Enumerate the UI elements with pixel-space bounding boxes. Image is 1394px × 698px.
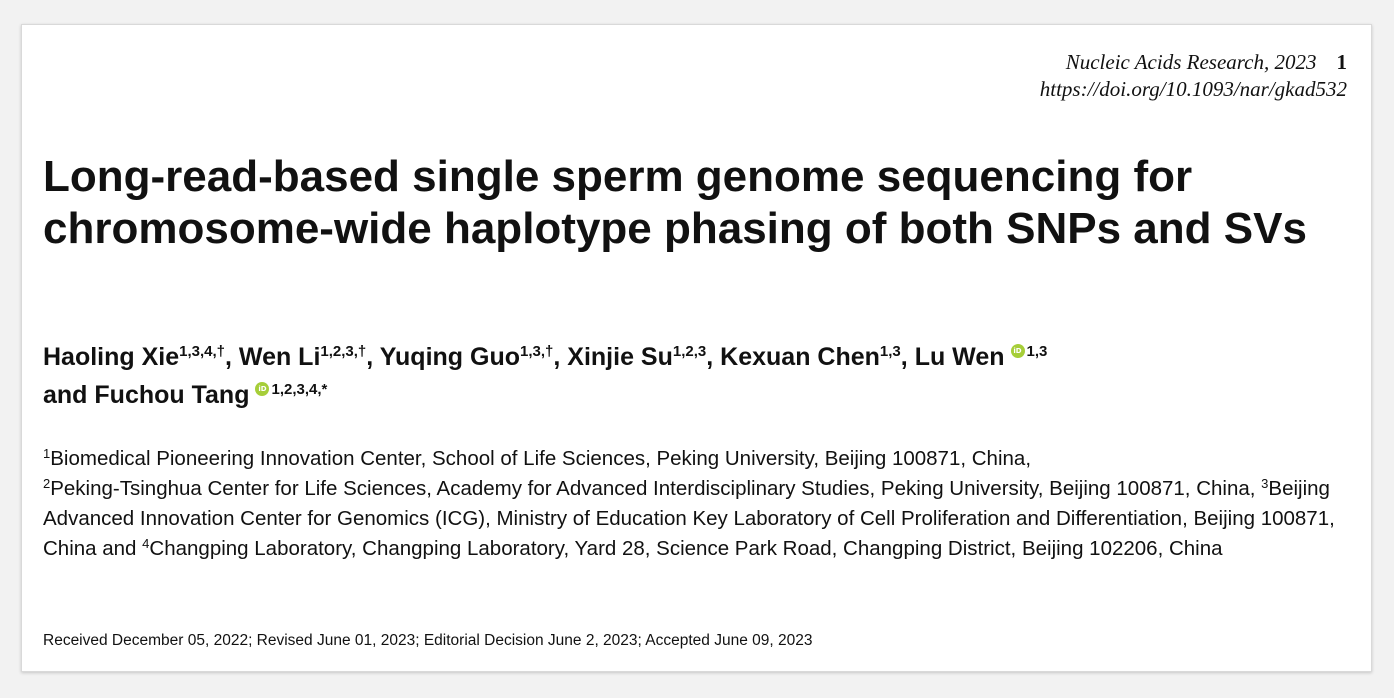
author-affiliation-marks: 1,2,3 <box>672 343 707 360</box>
author-list: Haoling Xie$^{1,3,4,\dagger}$, Wen $Li^{1,2,3,\dagger}$, Yuqing Guo$^{1,3,\dagger}$, Xinjie Su$^{1,2,3}$, Kexuan Chen$^{1,3}$, Lu Wen iD $^{1,3}$ and Fuchou Tang iD $^{1,2,3,4,*}$ <box>43 343 1048 409</box>
affiliation-text: Biomedical Pioneering Innovation Center, School of Life Sciences, Peking University, Beijing 100871, China, <box>50 447 1032 470</box>
affiliation-text: Peking-Tsinghua Center for Life Sciences, Academy for Advanced Interdisciplinary Studies, Peking University, Beijing 100871, China, <box>50 477 1256 500</box>
affiliation-number: 1 <box>43 446 51 461</box>
journal-header <box>1040 49 1347 103</box>
author-affiliation-marks: 1,3 <box>879 343 901 360</box>
author-name: Kexuan Chen <box>720 343 880 371</box>
author-affiliation-marks: 1,3 <box>1026 343 1048 360</box>
author-name: Fuchou Tang <box>94 381 250 409</box>
affiliation-number: 2 <box>43 476 51 491</box>
author-affiliation-marks: 1,3,4,† <box>179 343 226 360</box>
author-affiliation-marks: 1,2,3,4,* <box>271 381 328 398</box>
author-name: Yuqing Guo <box>379 343 520 371</box>
affiliations <box>43 444 1343 564</box>
page-number: 1 <box>1336 50 1347 74</box>
article-page <box>21 24 1372 672</box>
author-conjunction: and <box>43 381 88 409</box>
author-affiliation-marks: 1,3,† <box>520 343 554 360</box>
doi-link[interactable]: https://doi.org/10.1093/nar/gkad532 <box>1039 77 1347 101</box>
author-name: Lu Wen <box>914 343 1005 371</box>
article-title: Long-read-based single sperm genome sequencing for chromosome-wide haplotype phasing of both SNPs and SVs <box>43 152 1307 253</box>
affiliation-text: Beijing Advanced Innovation Center for Genomics (ICG), Ministry of Education Key Laboratory of Cell Proliferation and Differentiation, Beijing 100871, China and <box>43 477 1335 560</box>
journal-citation: Nucleic Acids Research, 2023 <box>1065 50 1317 74</box>
journal-citation-line <box>1040 49 1347 76</box>
submission-history: Received December 05, 2022; Revised June 01, 2023; Editorial Decision June 2, 2023; Accepted June 09, 2023 <box>43 632 813 649</box>
author-name: Wen Li <box>238 343 321 371</box>
author-name: Haoling Xie <box>43 343 180 371</box>
author-affiliation-marks: 1,2,3,† <box>320 343 367 360</box>
author-name: Xinjie Su <box>567 343 673 371</box>
orcid-icon[interactable]: iD <box>1011 344 1025 358</box>
affiliation-number: 4 <box>142 536 150 551</box>
orcid-icon[interactable]: iD <box>255 382 269 396</box>
affiliation-number: 3 <box>1261 476 1269 491</box>
affiliation-text: Changping Laboratory, Changping Laboratory, Yard 28, Science Park Road, Changping District, Beijing 102206, China <box>149 537 1223 560</box>
